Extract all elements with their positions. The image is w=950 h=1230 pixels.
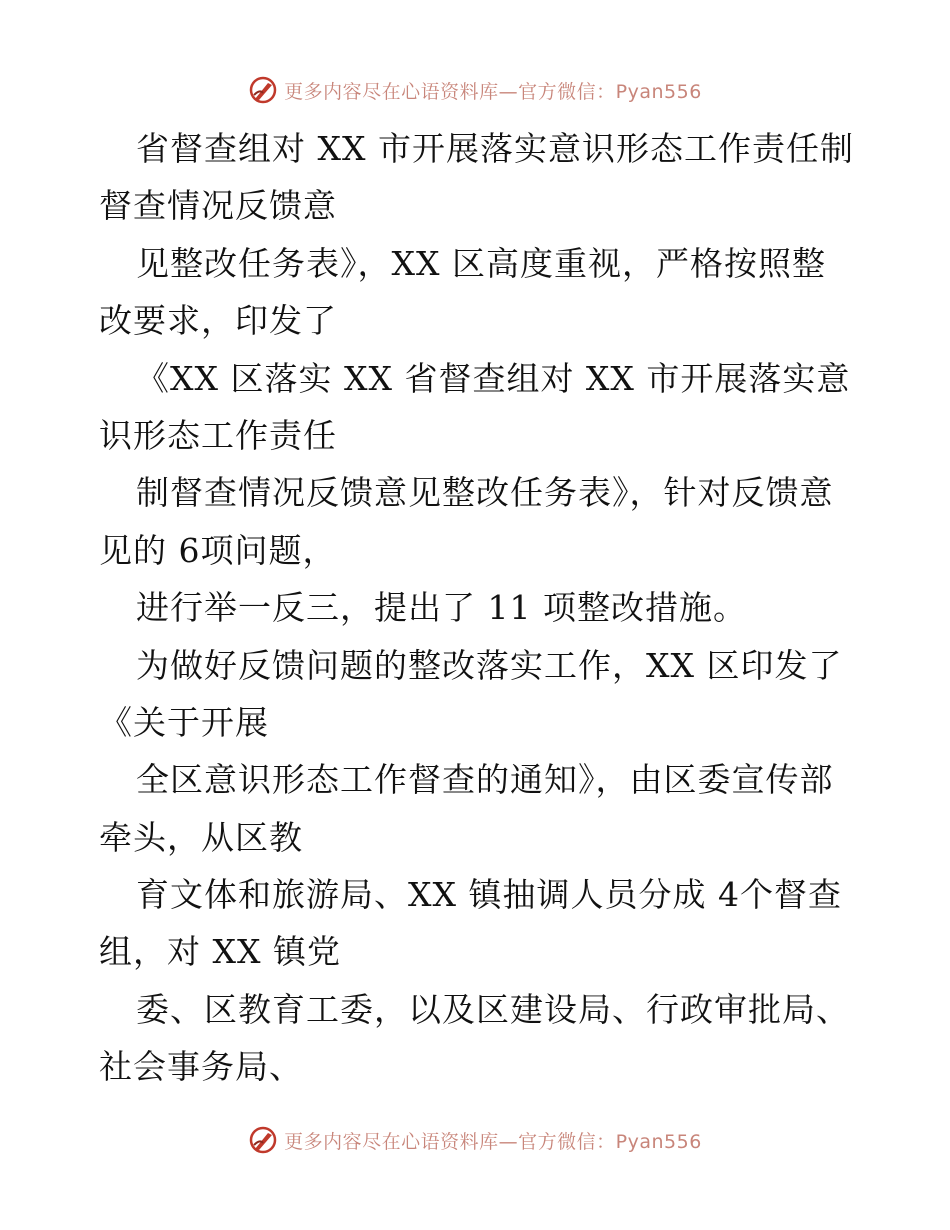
text-line: 省督查组对 XX 市开展落实意识形态工作责任制 [136,129,854,168]
quill-logo-icon [248,1125,278,1155]
text-line: 组，对 XX 镇党 [99,932,341,972]
watermark-text: 更多内容尽在心语资料库—官方微信：Pyan556 [284,80,702,103]
text-line: 督查情况反馈意 [99,186,337,226]
text-line: 制督查情况反馈意见整改任务表》，针对反馈意 [136,473,834,513]
text-line: 为做好反馈问题的整改落实工作，XX 区印发了 [136,645,843,685]
quill-logo-icon [248,75,278,105]
text-line: 社会事务局、 [99,1047,303,1087]
footer-watermark [0,1120,950,1160]
text-line: 《关于开展 [99,702,269,742]
watermark-text: 更多内容尽在心语资料库—官方微信：Pyan556 [284,1130,702,1153]
text-line: 牵头，从区教 [99,817,303,857]
header-watermark [0,70,950,110]
text-line: 进行举一反三，提出了 11 项整改措施。 [136,588,747,628]
text-line: 见整改任务表》，XX 区高度重视，严格按照整 [136,243,826,283]
text-line: 委、区教育工委，以及区建设局、行政审批局、 [136,989,850,1029]
text-line: 识形态工作责任 [99,415,337,455]
text-line: 《XX 区落实 XX 省督查组对 XX 市开展落实意 [136,358,851,398]
document-body [99,120,859,1096]
text-line: 见的 6项问题， [99,530,337,570]
text-line: 全区意识形态工作督查的通知》，由区委宣传部 [136,760,834,800]
text-line: 改要求，印发了 [99,301,337,341]
text-line: 育文体和旅游局、XX 镇抽调人员分成 4个督查 [136,875,842,915]
